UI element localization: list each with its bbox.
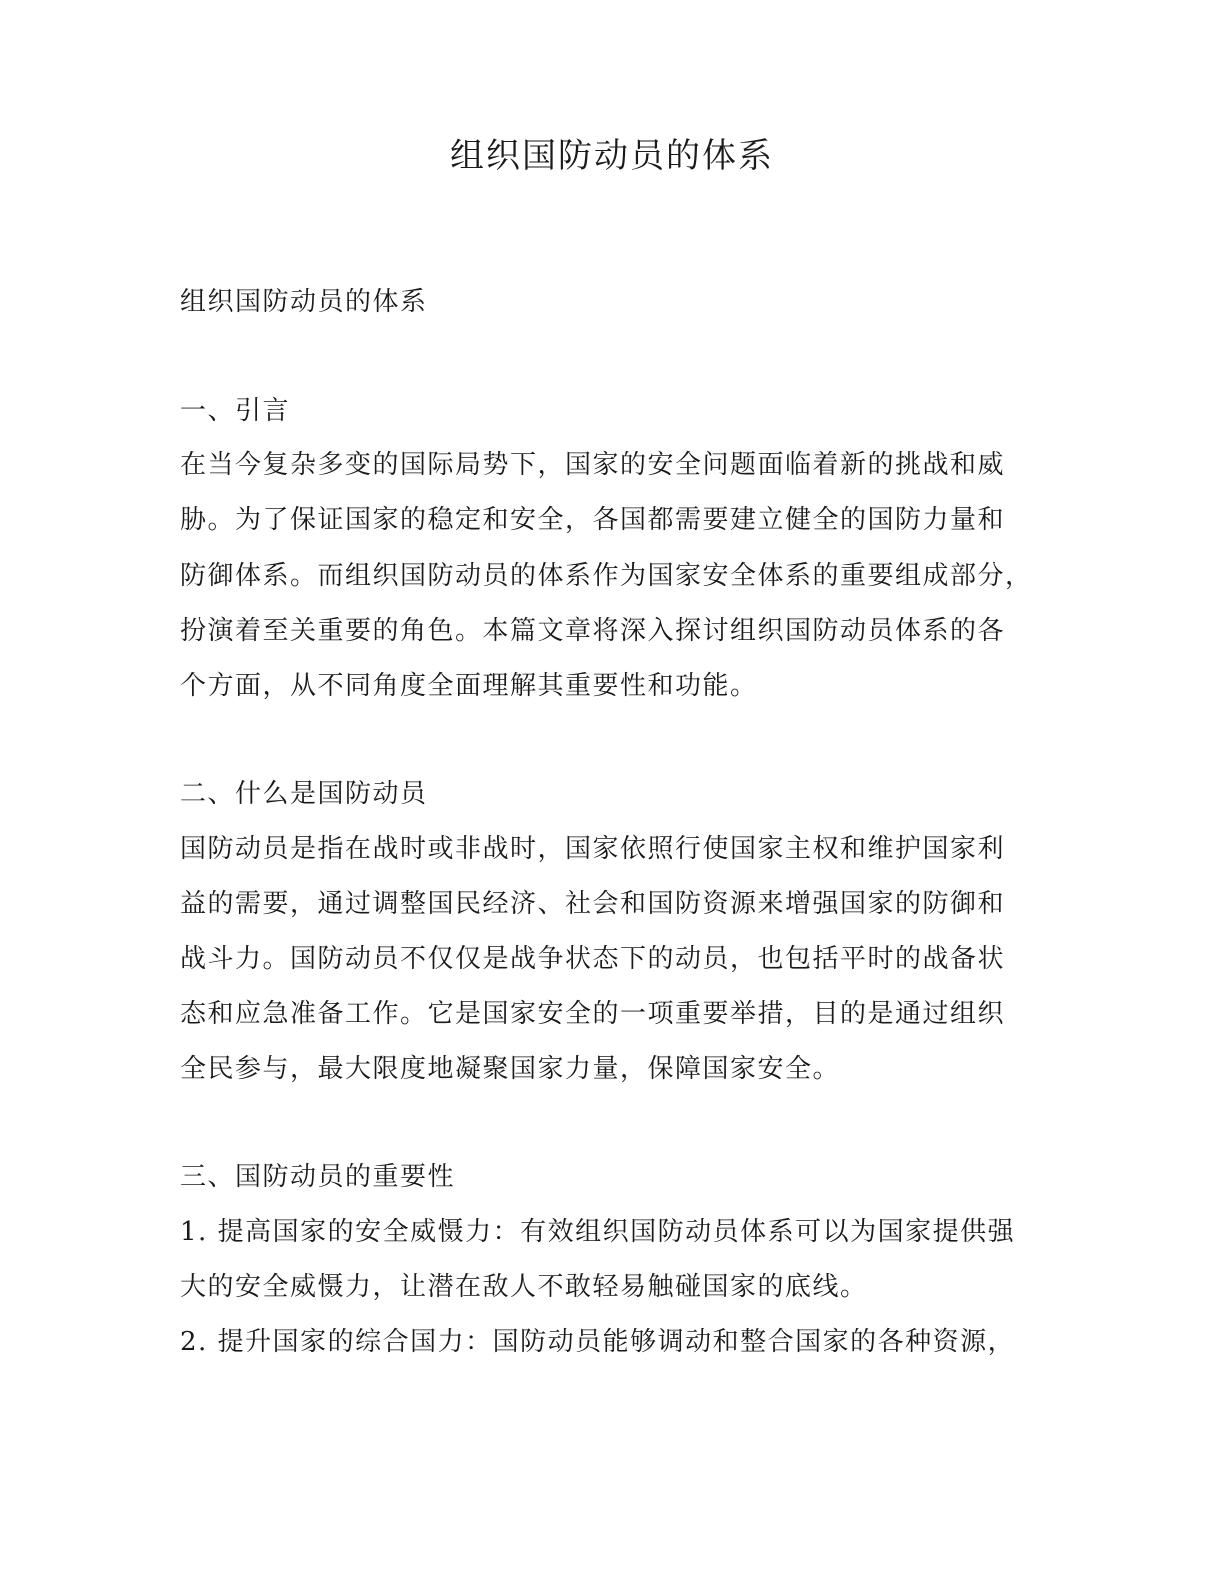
list-item-line: 1. 提高国家的安全威慑力：有效组织国防动员体系可以为国家提供强: [180, 1217, 1016, 1247]
document-subtitle: 组织国防动员的体系: [180, 287, 428, 317]
paragraph-line: 国防动员是指在战时或非战时，国家依照行使国家主权和维护国家利: [180, 834, 1006, 864]
paragraph-line: 在当今复杂多变的国际局势下，国家的安全问题面临着新的挑战和威: [180, 450, 1006, 480]
paragraph-line: 全民参与，最大限度地凝聚国家力量，保障国家安全。: [180, 1054, 841, 1084]
list-item-line: 2. 提升国家的综合国力：国防动员能够调动和整合国家的各种资源，: [180, 1327, 1016, 1357]
paragraph-line: 胁。为了保证国家的稳定和安全，各国都需要建立健全的国防力量和: [180, 505, 1006, 535]
paragraph-line: 态和应急准备工作。它是国家安全的一项重要举措，目的是通过组织: [180, 999, 1006, 1029]
section-heading-importance: 三、国防动员的重要性: [180, 1162, 456, 1192]
paragraph-line: 战斗力。国防动员不仅仅是战争状态下的动员，也包括平时的战备状: [180, 944, 1006, 974]
list-item-line: 大的安全威慑力，让潜在敌人不敢轻易触碰国家的底线。: [180, 1272, 868, 1302]
section-heading-intro: 一、引言: [180, 396, 291, 426]
paragraph-line: 防御体系。而组织国防动员的体系作为国家安全体系的重要组成部分，: [180, 561, 1033, 591]
paragraph-line: 个方面，从不同角度全面理解其重要性和功能。: [180, 671, 758, 701]
section-heading-what-is: 二、什么是国防动员: [180, 779, 428, 809]
paragraph-line: 扮演着至关重要的角色。本篇文章将深入探讨组织国防动员体系的各: [180, 616, 1006, 646]
document-title: 组织国防动员的体系: [450, 136, 774, 176]
paragraph-line: 益的需要，通过调整国民经济、社会和国防资源来增强国家的防御和: [180, 889, 1006, 919]
